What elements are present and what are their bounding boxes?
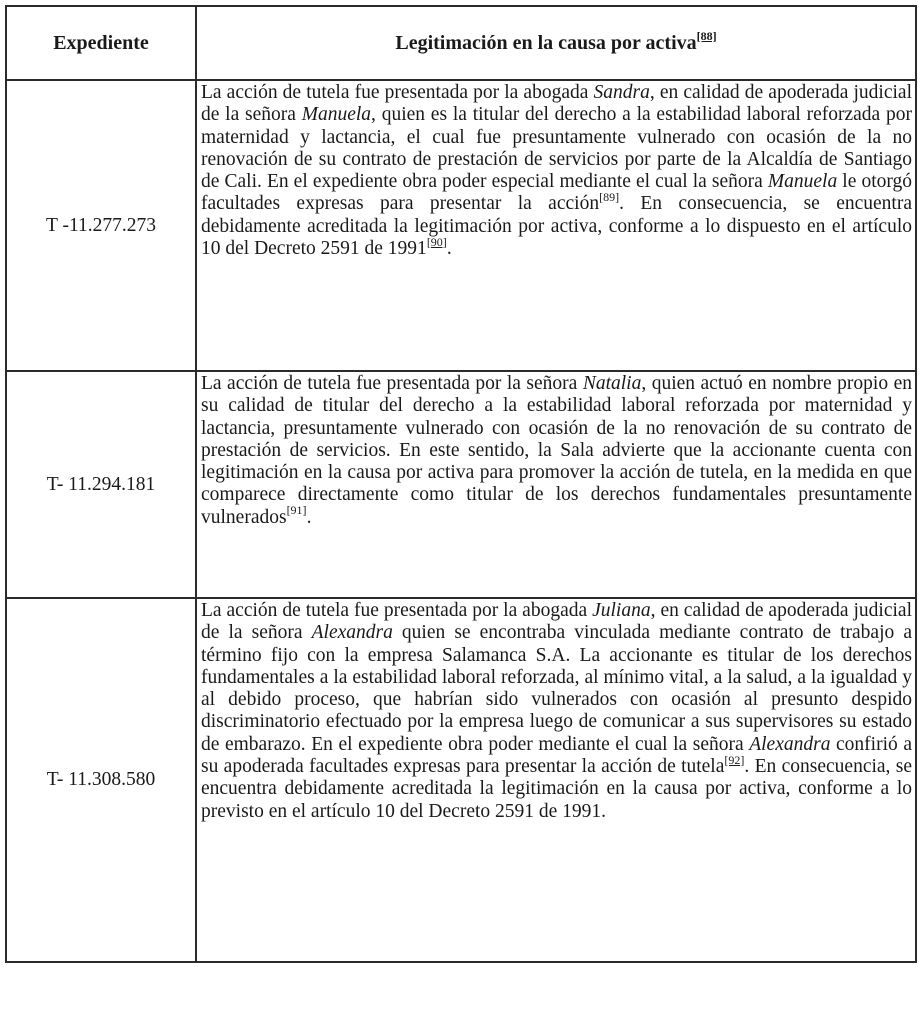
footnote-link-92[interactable]: [92] xyxy=(724,752,745,767)
text-segment: , quien actuó en nombre propio en su calidad de titular del derecho a la estabilidad laboral reforzada por maternidad y lactancia, presuntamente vulnerado con ocasión de la no renovación de su contrato de prestación de servicios. En este sentido, la Sala advierte que la accionante cuenta con legitimación en la causa por activa para promover la acción de tutela, en la medida en que comparece directamente como titular de los derechos fundamentales presuntamente vulnerados xyxy=(201,373,912,528)
table-row xyxy=(6,80,916,371)
table-row xyxy=(6,371,916,598)
expediente-cell: T -11.277.273 xyxy=(6,80,196,371)
text-segment: , quien es la titular del derecho a la estabilidad laboral reforzada por maternidad y lactancia, el cual fue presuntamente vulnerado con ocasión de la no renovación de su contrato de prestación de servicios por parte de la Alcaldía de Santiago de Cali. En el expediente obra poder especial mediante el cual la señora xyxy=(201,104,912,193)
party-name: Alexandra xyxy=(311,622,393,644)
legitimation-text-cell xyxy=(196,598,916,962)
expediente-cell: T- 11.294.181 xyxy=(6,371,196,598)
party-name: Juliana xyxy=(592,600,651,621)
text-segment: . En consecuencia, se encuentra debidamente acreditada la legitimación en la causa por activa, conforme a lo previsto en el artículo 10 del Decreto 2591 de 1991. xyxy=(201,756,913,822)
party-name: Manuela xyxy=(301,104,372,126)
text-segment: La acción de tutela fue presentada por la abogada xyxy=(201,82,594,103)
text-segment: confirió a su apoderada facultades expresas para presentar la acción de tutela xyxy=(201,733,912,778)
party-name: Alexandra xyxy=(749,733,831,755)
table-row xyxy=(6,598,916,962)
legitimation-text-cell xyxy=(196,371,916,598)
text-segment: , en calidad de apoderada judicial de la señora xyxy=(201,82,912,126)
text-segment: La acción de tutela fue presentada por la señora xyxy=(201,373,583,394)
expediente-cell: T- 11.308.580 xyxy=(6,598,196,962)
party-name: Manuela xyxy=(767,171,838,193)
footnote-89: [89] xyxy=(599,189,620,204)
header-legitimacion xyxy=(196,6,916,80)
text-segment: . En consecuencia, se encuentra debidamente acreditada la legitimación por activa, conforme a lo dispuesto en el artículo 10 del Decreto 2591 de 1991 xyxy=(201,193,912,260)
header-row xyxy=(6,6,916,80)
text-segment: quien se encontraba vinculada mediante contrato de trabajo a término fijo con la empresa Salamanca S.A. La accionante es titular de los derechos fundamentales a la estabilidad laboral reforzada, al mínimo vital, a la salud, a la igualdad y al debido proceso, que habrían sido vulnerados con ocasión al presunto despido discriminatorio efectuado por la empresa luego de comunicar a sus supervisores su estado de embarazo. En el expediente obra poder mediante el cual la señora xyxy=(201,622,912,755)
legitimation-table xyxy=(5,5,917,963)
header-legitimacion-label: Legitimación en la causa por activa xyxy=(395,31,697,54)
text-segment: le otorgó facultades expresas para presentar la acción xyxy=(201,171,912,215)
footnote-link-88[interactable]: [88] xyxy=(696,28,717,43)
footnote-link-90[interactable]: [90] xyxy=(426,234,447,249)
text-segment: . xyxy=(306,506,312,528)
header-expediente: Expediente xyxy=(6,6,196,80)
text-segment: La acción de tutela fue presentada por la abogada xyxy=(201,600,593,621)
legitimation-text-cell xyxy=(196,80,916,371)
footnote-91: [91] xyxy=(286,503,307,518)
text-segment: . xyxy=(446,238,452,260)
party-name: Sandra xyxy=(593,82,650,103)
party-name: Natalia xyxy=(582,373,642,394)
text-segment: , en calidad de apoderada judicial de la señora xyxy=(201,600,912,644)
